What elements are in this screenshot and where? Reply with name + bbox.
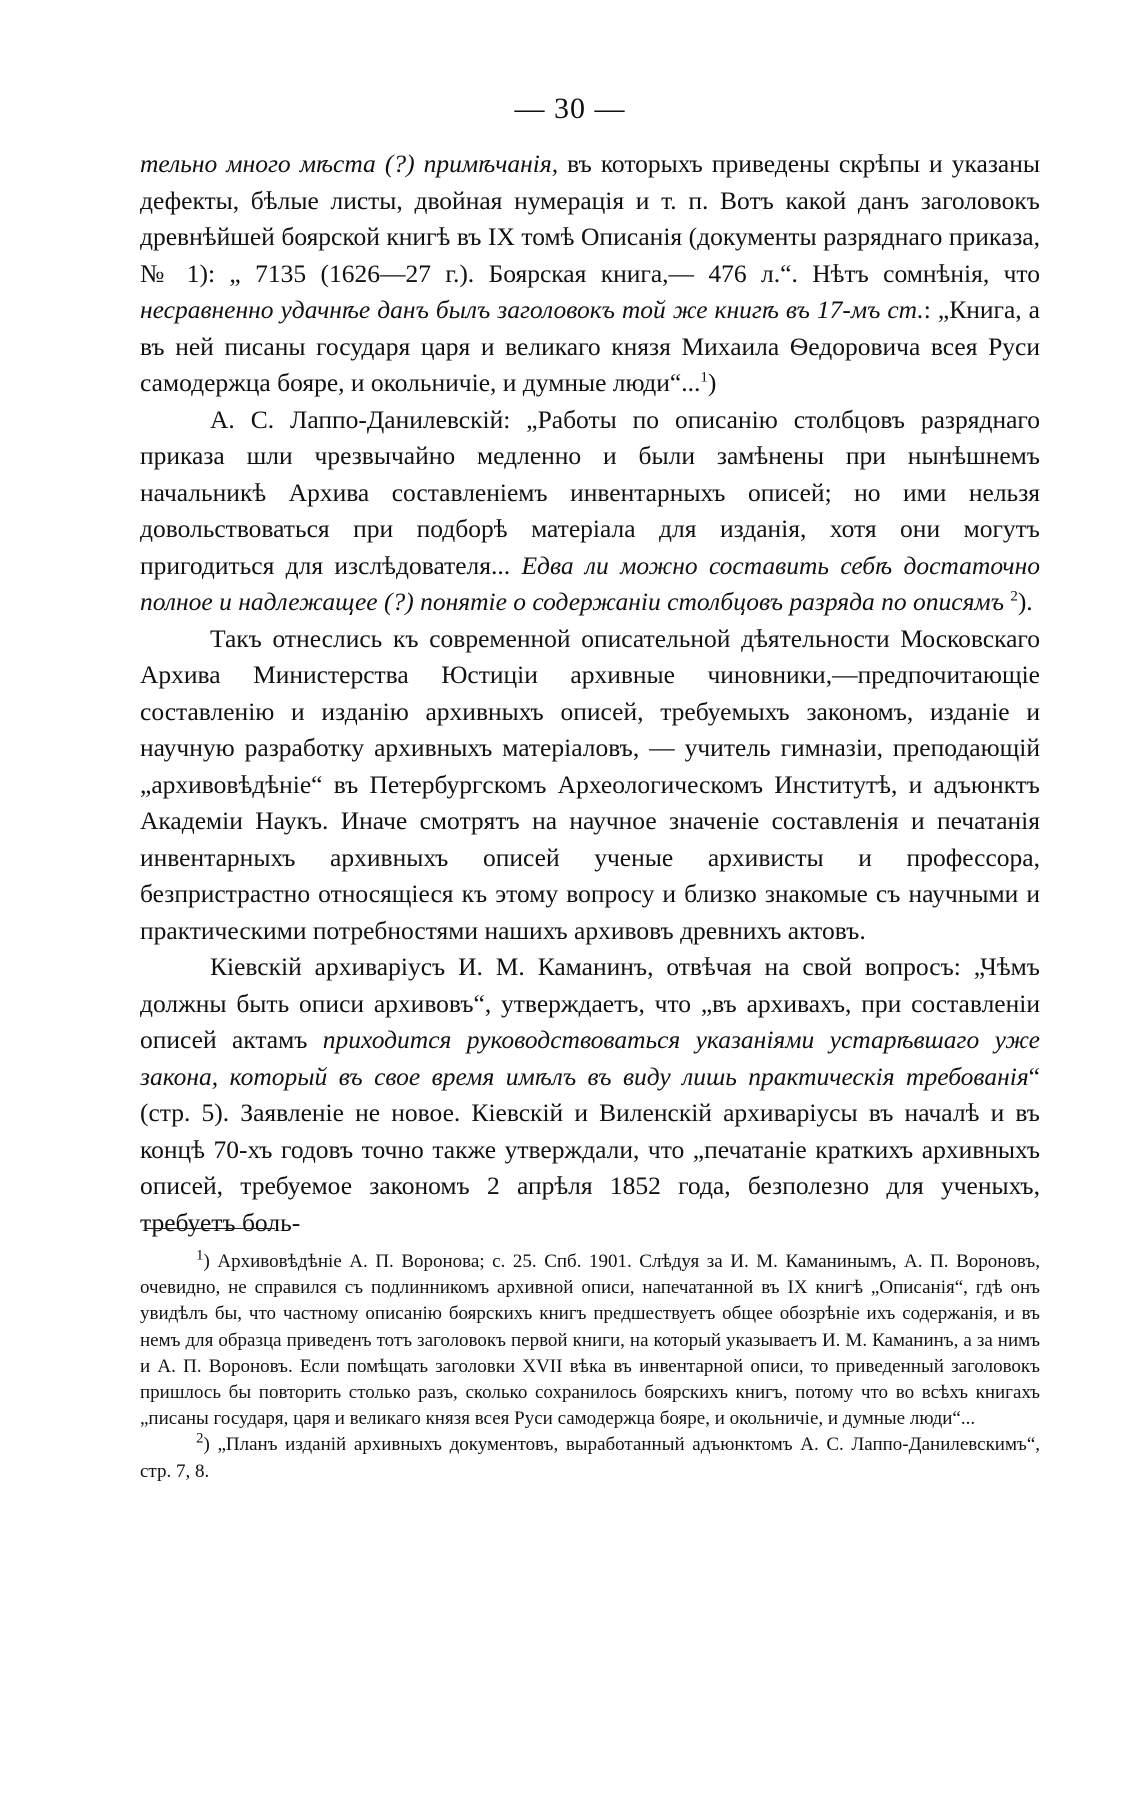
- paragraph-kiev-archivist: [140, 949, 1040, 1241]
- footnote-ref-2: 2: [1010, 588, 1018, 605]
- italic-phrase: Едва ли можно составить себѣ достаточно полное и надлежащее (?) понятіе о содержаніи столбцовъ разряда по описямъ: [140, 550, 1040, 616]
- footnote-1: [140, 1249, 1040, 1432]
- footnote-marker: 2: [196, 1431, 204, 1448]
- text-run: Кіевскій архиваріусъ И. М. Каманинъ, отвѣчая на свой вопросъ: „Чѣмъ должны быть описи архивовъ“, утверждаетъ, что „въ архивахъ, при составленіи описей актамъ: [140, 952, 1040, 1054]
- footnote-ref-1: 1: [700, 369, 708, 386]
- footnote-marker: 1: [196, 1247, 204, 1264]
- text-run: ).: [1017, 587, 1033, 616]
- page-number: — 30 —: [514, 92, 626, 125]
- footnotes: [140, 1249, 1040, 1485]
- italic-phrase: приходится руководствоваться указаніями устарѣвшаго уже закона, который въ свое время имѣлъ въ виду лишь практическія требованія: [140, 1025, 1040, 1091]
- paragraph-lappo-danilevsky: [140, 402, 1040, 621]
- text-run: : „Книга, а въ ней писаны государя царя и великаго князя Михаила Ѳедоровича всея Руси самодержца бояре, и окольничіе, и думные люди“...: [140, 295, 1040, 397]
- paragraph-archivists: Такъ отнеслись къ современной описательной дѣятельности Московскаго Архива Министерства Юстиціи архивные чиновники,—предпочитающіе составленію и изданію архивныхъ описей, требуемыхъ закономъ, изданіе и научную разработку архивныхъ матеріаловъ, — учитель гимназіи, преподающій „архивовѣдѣніе“ въ Петербургскомъ Археологическомъ Институтѣ, и адъюнктъ Академіи Наукъ. Иначе смотрятъ на научное значеніе составленія и печатанія инвентарныхъ архивныхъ описей ученые архивисты и профессора, безпристрастно относящіеся къ этому вопросу и близко знакомые съ научными и практическими потребностями нашихъ архивовъ древнихъ актовъ.: [140, 623, 1040, 945]
- text-run: въ которыхъ приведены скрѣпы и указаны дефекты, бѣлые листы, двойная нумерація и т. п. Вотъ какой данъ заголовокъ древнѣйшей боярской книгѣ въ IX томѣ Описанія (документы разряднаго приказа, № 1): „ 7135 (1626—27 г.). Боярская книга,— 476 л.“. Нѣтъ сомнѣнія, что: [140, 149, 1040, 288]
- italic-phrase: тельно много мѣста (?) примѣчанія,: [140, 149, 559, 178]
- footnote-2: [140, 1432, 1040, 1484]
- footnote-divider: [145, 1228, 275, 1229]
- italic-phrase: несравненно удачнѣе данъ былъ заголовокъ той же книгѣ въ 17-мъ ст.: [140, 295, 924, 324]
- text-run: ): [707, 368, 717, 397]
- main-text: [140, 146, 1040, 1241]
- footnote-text: ) Архивовѣдѣніе А. П. Воронова; с. 25. Спб. 1901. Слѣдуя за И. М. Каманинымъ, А. П. Вороновъ, очевидно, не справился съ подлинникомъ архивной описи, напечатанной въ IX книгѣ „Описанія“, гдѣ онъ увидѣлъ бы, что частному описанію боярскихъ книгъ предшествуетъ общее обозрѣніе ихъ содержанія, и въ немъ для образца приведенъ тотъ заголовокъ первой книги, на который указываетъ И. М. Каманинъ, а за нимъ и А. П. Вороновъ. Если помѣщать заголовки XVII вѣка въ инвентарной описи, то приведенный заголовокъ пришлось бы повторить столько разъ, сколько сохранилось боярскихъ книгъ, потому что во всѣхъ книгахъ „писаны государя, царя и великаго князя всея Руси самодержца бояре, и окольничіе, и думные люди“...: [140, 1251, 1040, 1430]
- paragraph-continuation: [140, 146, 1040, 402]
- text-run: А. С. Лаппо-Данилевскій: „Работы по описанію столбцовъ разряднаго приказа шли чрезвычайно медленно и были замѣнены при нынѣшнемъ начальникѣ Архива составленіемъ инвентарныхъ описей; но ими нельзя довольствоваться при подборѣ матеріала для изданія, хотя они могутъ пригодиться для изслѣдователя...: [140, 404, 1040, 580]
- footnote-text: ) „Планъ изданій архивныхъ документовъ, выработанный адъюнктомъ А. С. Лаппо-Данилевскимъ“, стр. 7, 8.: [140, 1434, 1040, 1482]
- text-run: “ (стр. 5). Заявленіе не новое. Кіевскій и Виленскій архиваріусы въ началѣ и въ концѣ 70-хъ годовъ точно также утверждали, что „печатаніе краткихъ архивныхъ описей, требуемое закономъ 2 апрѣля 1852 года, безполезно для ученыхъ, требуетъ боль-: [140, 1061, 1040, 1237]
